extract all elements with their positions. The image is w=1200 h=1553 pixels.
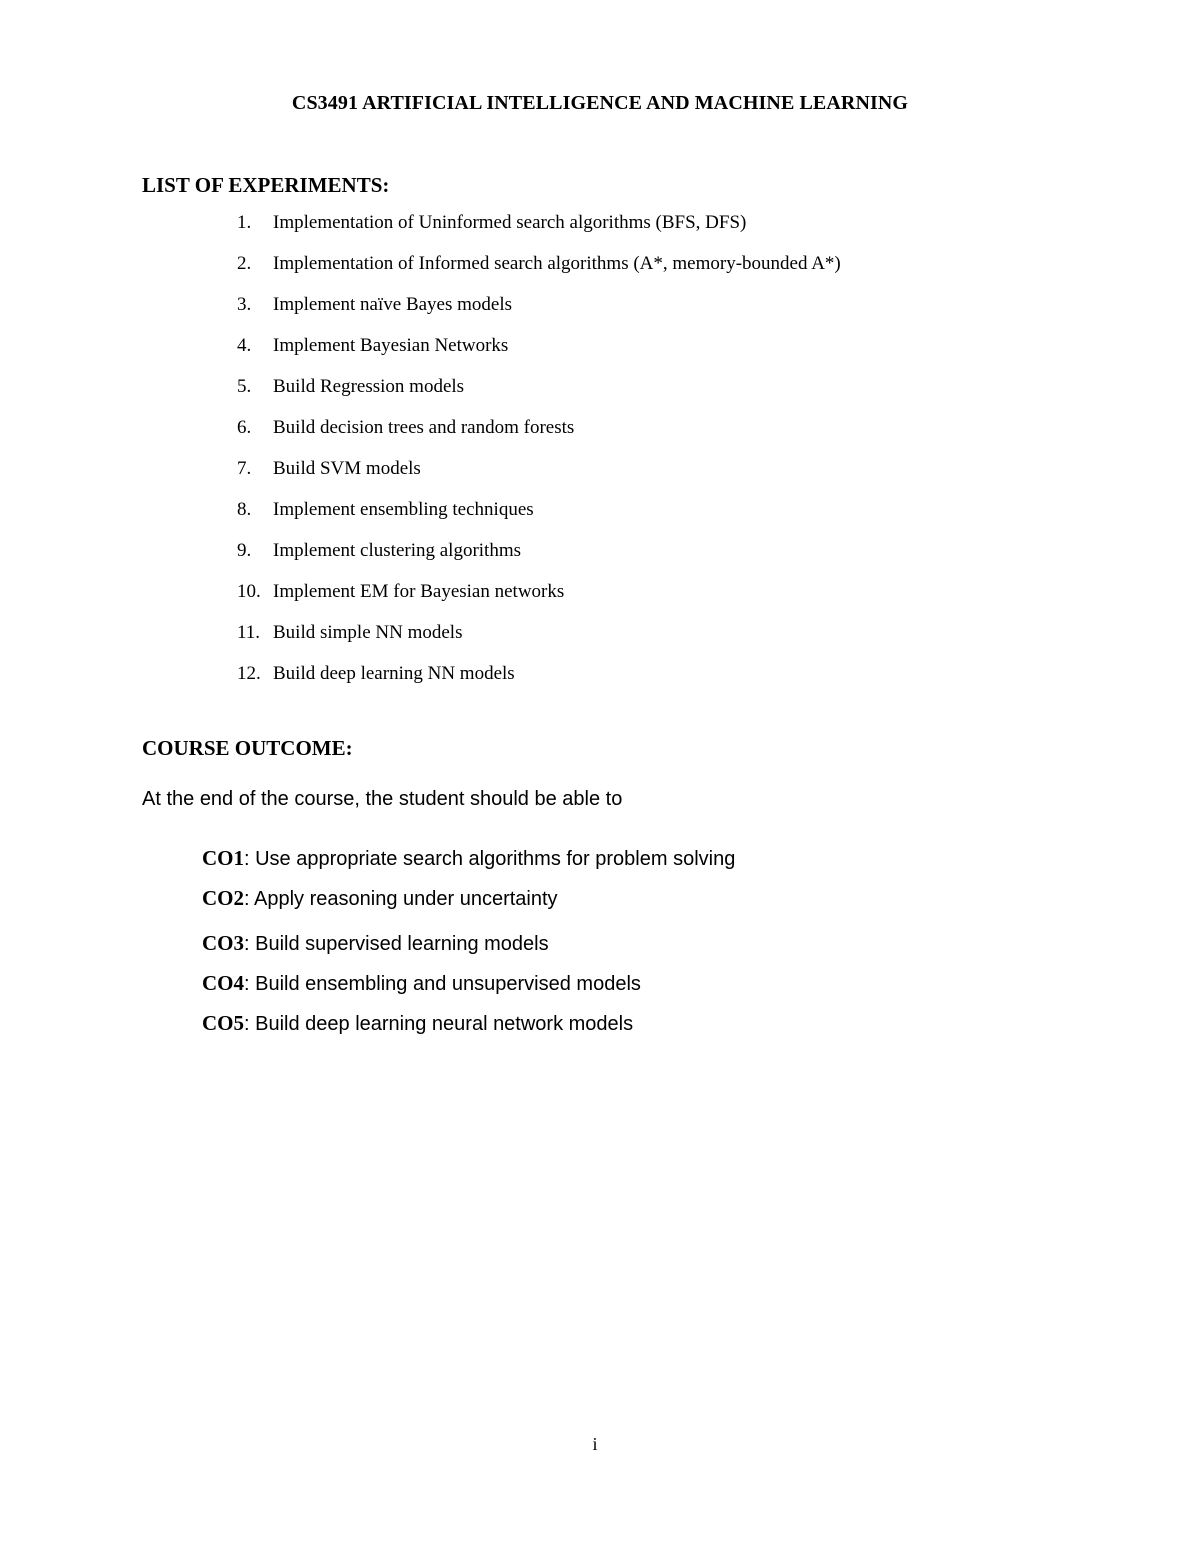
course-outcome-code: CO2 [202, 886, 244, 910]
list-item-number: 8. [237, 499, 252, 520]
course-outcome-item [202, 969, 641, 997]
course-outcome-text: : Use appropriate search algorithms for problem solving [244, 848, 736, 870]
list-item-number: 3. [237, 294, 252, 315]
list-item-text: Implement clustering algorithms [273, 540, 522, 561]
list-item [0, 292, 1000, 318]
course-outcome-item [202, 1009, 633, 1037]
course-outcome-text: : Build supervised learning models [244, 933, 549, 955]
list-item-number: 2. [237, 253, 252, 274]
list-item-text: Implementation of Informed search algorithms (A*, memory-bounded A*) [273, 253, 841, 274]
course-outcome-heading: COURSE OUTCOME: [142, 736, 353, 760]
list-item-text: Implement ensembling techniques [273, 499, 534, 520]
list-item-text: Implement EM for Bayesian networks [273, 581, 565, 602]
course-outcome-item [202, 884, 558, 912]
list-item-text: Build deep learning NN models [273, 663, 515, 684]
page-number: i [592, 1434, 598, 1454]
list-item [0, 333, 1000, 359]
list-item-text: Build Regression models [273, 376, 465, 397]
course-outcome-text: : Apply reasoning under uncertainty [244, 888, 558, 910]
list-item-text: Implementation of Uninformed search algorithms (BFS, DFS) [273, 212, 747, 233]
list-item-text: Build decision trees and random forests [273, 417, 575, 438]
list-item [0, 620, 1000, 646]
list-item-text: Implement Bayesian Networks [273, 335, 509, 356]
list-item-number: 1. [237, 212, 252, 233]
experiments-heading: LIST OF EXPERIMENTS: [142, 173, 390, 197]
document-title: CS3491 ARTIFICIAL INTELLIGENCE AND MACHINE LEARNING [291, 92, 909, 114]
list-item [0, 210, 1000, 236]
list-item [0, 456, 1000, 482]
course-outcome-code: CO3 [202, 931, 244, 955]
list-item [0, 374, 1000, 400]
course-outcome-code: CO1 [202, 846, 244, 870]
list-item-text: Build SVM models [273, 458, 421, 479]
list-item-text: Implement naïve Bayes models [273, 294, 513, 315]
course-outcome-item [202, 929, 549, 957]
list-item [0, 538, 1000, 564]
course-outcome-item [202, 844, 735, 872]
list-item [0, 661, 1000, 687]
list-item-text: Build simple NN models [273, 622, 463, 643]
course-outcome-text: : Build deep learning neural network models [244, 1013, 634, 1035]
course-outcome-code: CO5 [202, 1011, 244, 1035]
course-outcome-intro: At the end of the course, the student should be able to [142, 788, 623, 810]
list-item-number: 4. [237, 335, 252, 356]
list-item-number: 10. [237, 581, 261, 602]
list-item-number: 11. [237, 622, 261, 643]
list-item-number: 9. [237, 540, 252, 561]
list-item-number: 5. [237, 376, 252, 397]
list-item-number: 6. [237, 417, 252, 438]
list-item-number: 7. [237, 458, 252, 479]
course-outcome-code: CO4 [202, 971, 244, 995]
course-outcome-text: : Build ensembling and unsupervised models [244, 973, 641, 995]
list-item [0, 497, 1000, 523]
list-item [0, 415, 1000, 441]
list-item [0, 251, 1000, 277]
list-item-number: 12. [237, 663, 261, 684]
list-item [0, 579, 1000, 605]
